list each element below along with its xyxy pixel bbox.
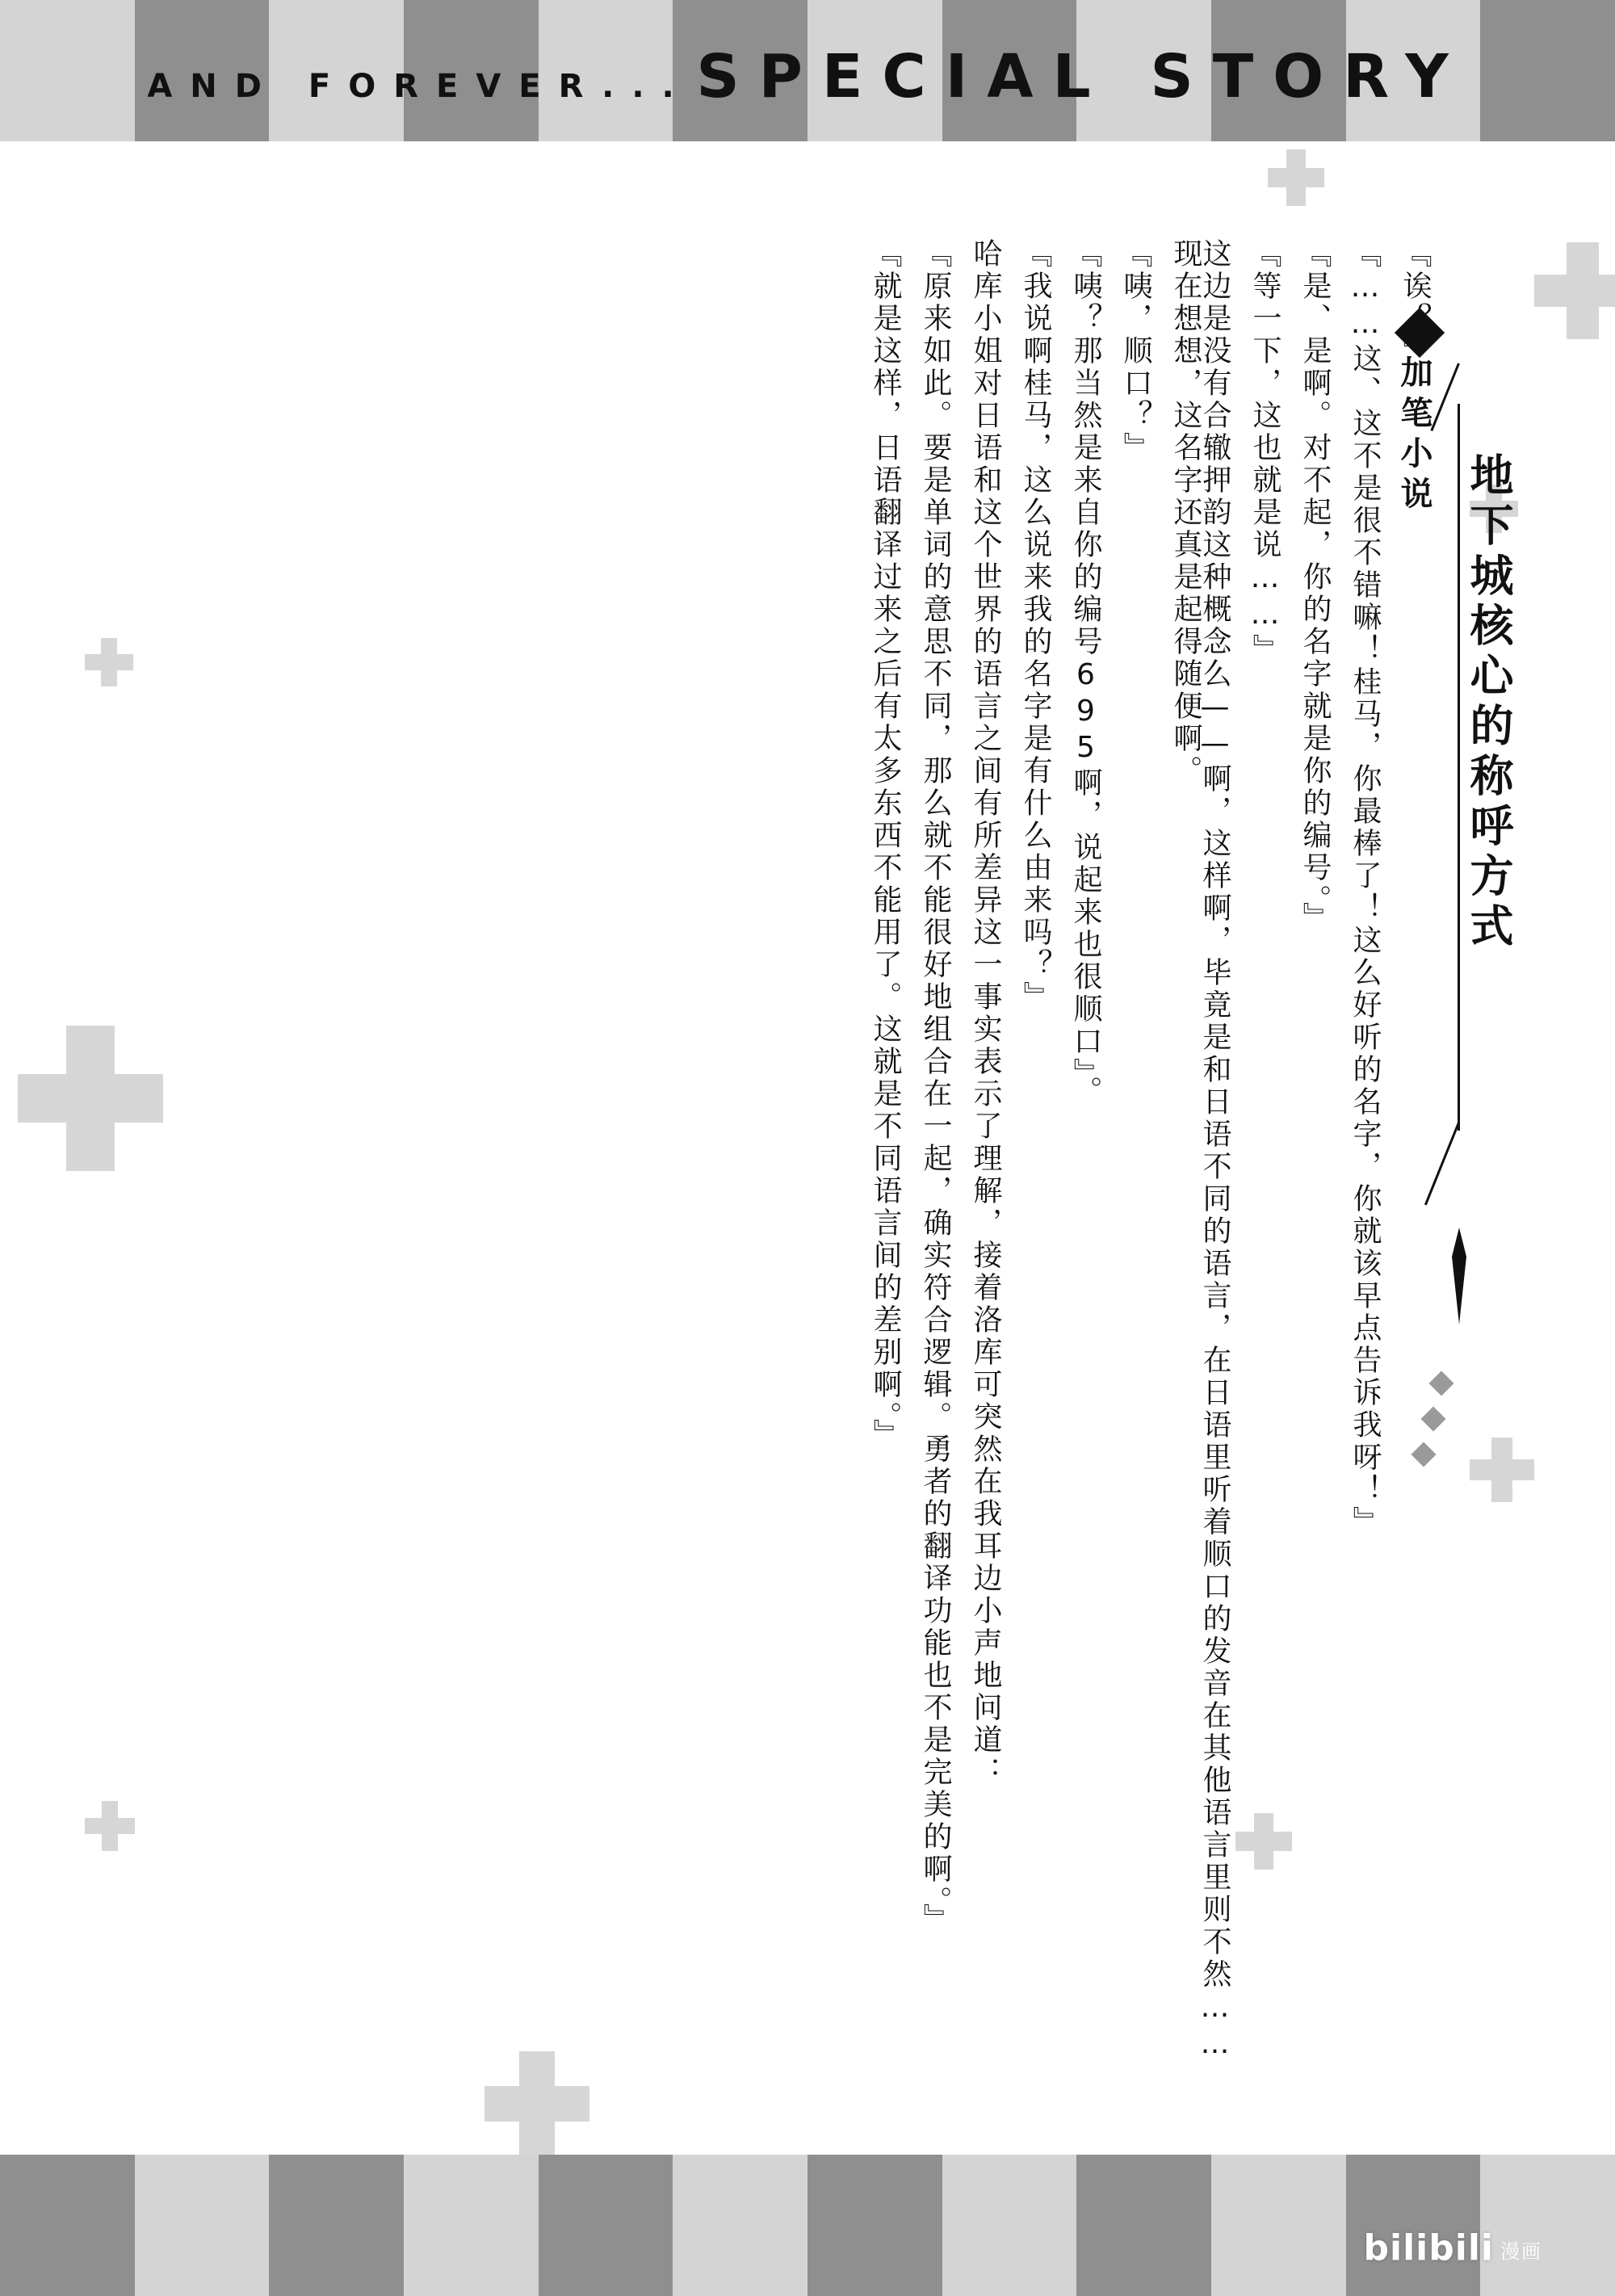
spike-ornament-icon: [1452, 1228, 1466, 1324]
checker-cell: [269, 2155, 404, 2296]
story-line: 『诶？』: [1399, 238, 1432, 367]
checker-cell: [808, 2155, 942, 2296]
checker-cell: [135, 2155, 270, 2296]
story-label: 加笔小说: [1395, 355, 1433, 517]
checker-band-bottom: [0, 2155, 1615, 2296]
diamond-dot-icon: [1428, 1370, 1454, 1396]
checker-cell: [0, 2155, 135, 2296]
story-line: 哈库小姐对日语和这个世界的语言之间有所差异这一事实表示了理解，接着洛库可突然在我耳边小声地问道：: [969, 238, 1002, 1789]
checker-cell: [404, 2155, 539, 2296]
story-line: 『咦，顺口？』: [1119, 238, 1152, 464]
story-line: 『……这、这不是很不错嘛！桂马，你最棒了！这么好听的名字，你就该早点告诉我呀！』: [1349, 238, 1382, 1538]
story-body: [32, 162, 1583, 2132]
story-line: 『等一下，这也就是说……』: [1248, 238, 1282, 666]
checker-cell: [1211, 2155, 1346, 2296]
bilibili-watermark: [1364, 2227, 1542, 2269]
checker-cell: [1480, 2155, 1615, 2296]
checker-cell: [539, 2155, 673, 2296]
checker-cell: [1346, 2155, 1481, 2296]
story-line: 『我说啊桂马，这么说来我的名字是有什么由来吗？』: [1019, 238, 1052, 1014]
vertical-text-columns: [849, 238, 1432, 2080]
banner-title: [0, 42, 1615, 111]
banner-title-left: AND FOREVER...: [147, 68, 692, 105]
story-line: 这边是没有合辙押韵这种概念么——啊，这样啊，毕竟是和日语不同的语言，在日语里听着顺口的发音在其他语言里则不然……现在想想，这名字还真是起得随便啊。: [1169, 238, 1231, 2063]
story-line: 『就是这样，日语翻译过来之后有太多东西不能用了。这就是不同语言间的差别啊。』: [869, 238, 902, 1451]
heading-rule-bottom: [1424, 1122, 1460, 1205]
story-line: 『原来如此。要是单词的意思不同，那么就不能很好地组合在一起，确实符合逻辑。勇者的翻译功能也不是完美的啊。』: [919, 238, 952, 1936]
checker-cell: [673, 2155, 808, 2296]
watermark-sub: 漫画: [1500, 2240, 1542, 2263]
watermark-brand: bilibili: [1363, 2227, 1494, 2269]
banner-title-right: SPECIAL STORY: [696, 42, 1468, 111]
story-line: 『是、是啊。对不起，你的名字就是你的编号。』: [1298, 238, 1332, 934]
checker-cell: [942, 2155, 1077, 2296]
story-line: 『咦？那当然是来自你的编号695啊，说起来也很顺口』。: [1069, 238, 1102, 1108]
story-title: 地下城核心的称呼方式: [1463, 452, 1514, 953]
checker-cell: [1076, 2155, 1211, 2296]
